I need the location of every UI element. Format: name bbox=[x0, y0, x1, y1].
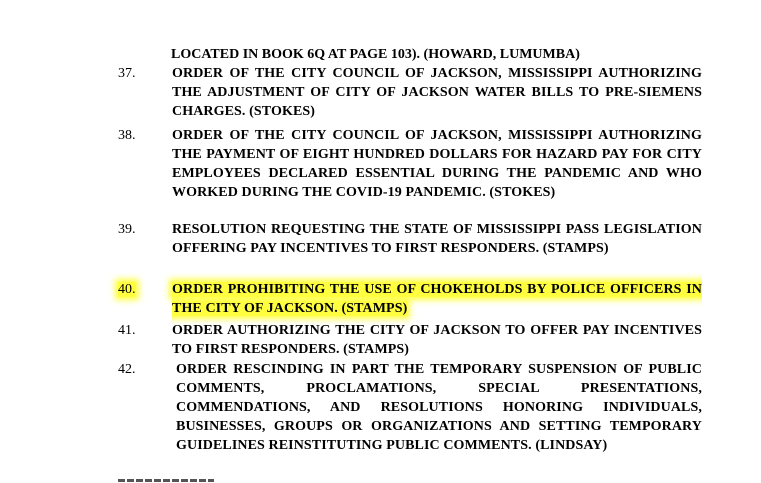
item-number: 38. bbox=[118, 128, 136, 143]
agenda-item-42 bbox=[117, 360, 702, 455]
item-number: 39. bbox=[118, 222, 136, 237]
agenda-item-39 bbox=[117, 220, 702, 258]
agenda-item-38 bbox=[117, 126, 702, 202]
item-text: ORDER OF THE CITY COUNCIL OF JACKSON, MISSISSIPPI AUTHORIZING THE PAYMENT OF EIGHT HUNDRED DOLLARS FOR HAZARD PAY FOR CITY EMPLOYEES DECLARED ESSENTIAL DURING THE PANDEMIC AND WHO WORKED DURING THE COVID-19 PANDEMIC. (STOKES) bbox=[172, 128, 702, 200]
item-text: ORDER OF THE CITY COUNCIL OF JACKSON, MISSISSIPPI AUTHORIZING THE ADJUSTMENT OF CITY OF JACKSON WATER BILLS TO PRE-SIEMENS CHARGES. (STOKES) bbox=[172, 66, 702, 119]
item-number: 42. bbox=[118, 362, 136, 377]
item-text: ORDER AUTHORIZING THE CITY OF JACKSON TO OFFER PAY INCENTIVES TO FIRST RESPONDERS. (STAMPS) bbox=[172, 323, 702, 357]
highlighted-text: ORDER PROHIBITING THE USE OF CHOKEHOLDS BY POLICE OFFICERS IN THE CITY OF JACKSON. (STAMPS) bbox=[172, 282, 702, 316]
continuation-line: LOCATED IN BOOK 6Q AT PAGE 103). (HOWARD, LUMUMBA) bbox=[171, 47, 580, 62]
item-number: 37. bbox=[118, 66, 136, 81]
item-text bbox=[172, 280, 702, 318]
item-number bbox=[117, 280, 172, 318]
item-number: 41. bbox=[118, 323, 136, 338]
highlighted-number: 40. bbox=[118, 282, 136, 297]
item-text: ORDER RESCINDING IN PART THE TEMPORARY SUSPENSION OF PUBLIC COMMENTS, PROCLAMATIONS, SPECIAL PRESENTATIONS, COMMENDATIONS, AND RESOLUTIONS HONORING INDIVIDUALS, BUSINESSES, GROUPS OR ORGANIZATIONS AND SETTING TEMPORARY GUIDELINES REINSTITUTING PUBLIC COMMENTS. (LINDSAY) bbox=[176, 362, 702, 453]
cut-off-text-fragment bbox=[118, 479, 214, 482]
agenda-item-41 bbox=[117, 321, 702, 359]
agenda-item-37 bbox=[117, 64, 702, 121]
cut-off-heading bbox=[118, 476, 214, 483]
agenda-item-40 bbox=[117, 280, 702, 318]
item-text: RESOLUTION REQUESTING THE STATE OF MISSISSIPPI PASS LEGISLATION OFFERING PAY INCENTIVES TO FIRST RESPONDERS. (STAMPS) bbox=[172, 222, 702, 256]
